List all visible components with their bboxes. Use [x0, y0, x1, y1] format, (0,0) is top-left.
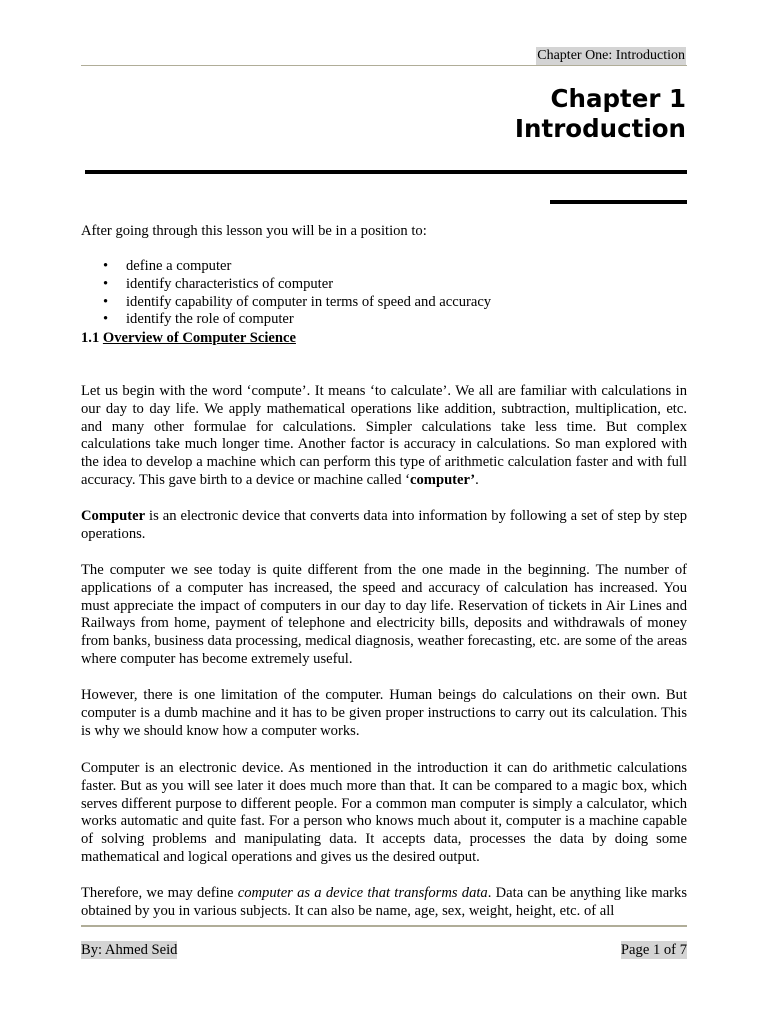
- footer-author: By: Ahmed Seid: [81, 942, 178, 958]
- section-heading: [81, 329, 296, 347]
- chapter-title: [515, 84, 686, 144]
- section-title: Overview of Computer Science: [102, 330, 296, 346]
- paragraph-1: Let us begin with the word ‘compute’. It means ‘to calculate’. We all are familiar with calculations in our day to day life. We apply mathematical operations like addition, subtraction, multiplication, etc. and many other formulae for calculations. Simpler calculations take less time. But complex calculations take much longer time. Another factor is accuracy in calculations. So man explored with the idea to develop a machine which can perform this type of arithmetic calculation faster and with full accuracy. This gave birth to a device or machine called ‘computer’.: [81, 383, 687, 488]
- list-item: • define a computer: [103, 258, 232, 274]
- chapter-number: Chapter 1: [550, 84, 686, 113]
- title-underline-bar: [85, 170, 687, 174]
- definition-italic: computer as a device that transforms data: [237, 885, 488, 901]
- list-item: • identify the role of computer: [103, 311, 294, 328]
- paragraph-6: Therefore, we may define computer as a device that transforms data. Data can be anything like marks obtained by you in various subjects. It can also be name, age, sex, weight, height, etc. of all: [81, 885, 688, 919]
- bullet-icon: •: [103, 311, 109, 328]
- footer-page-number: Page 1 of 7: [620, 942, 687, 958]
- header-rule: [81, 65, 687, 66]
- intro-text: After going through this lesson you will be in a position to:: [81, 223, 427, 239]
- paragraph-3: The computer we see today is quite different from the one made in the beginning. The number of applications of a computer has increased, the speed and accuracy of calculation has increased. You must appreciate the impact of computers in our day to day life. Reservation of tickets in Air Lines and Railways from home, payment of telephone and electricity bills, deposits and withdrawals of money from banks, business data processing, medical diagnosis, weather forecasting, etc. are some of the areas where computer has become extremely useful.: [81, 562, 687, 667]
- list-item: • identify characteristics of computer: [103, 275, 334, 292]
- term-computer-definition: Computer: [81, 508, 146, 524]
- term-computer: computer’: [410, 471, 476, 488]
- paragraph-4: However, there is one limitation of the computer. Human beings do calculations on their own. But computer is a dumb machine and it has to be given proper instructions to carry out its calculation. This is why we should know how a computer works.: [81, 687, 687, 739]
- running-header: Chapter One: Introduction: [537, 48, 685, 63]
- title-underline-bar-short: [550, 200, 687, 204]
- bullet-icon: •: [103, 293, 109, 310]
- list-item: • identify capability of computer in terms of speed and accuracy: [103, 293, 492, 310]
- bullet-icon: •: [103, 258, 109, 274]
- paragraph-5: Computer is an electronic device. As mentioned in the introduction it can do arithmetic calculations faster. But as you will see later it does much more than that. It can be compared to a magic box, which serves different purpose to different people. For a common man computer is simply a calculator, which works automatic and quite fast. For a person who knows much about it, computer is a machine capable of solving problems and manipulating data. It accepts data, processes the data by doing some mathematical and logical operations and gives us the desired output.: [81, 760, 687, 865]
- chapter-name: Introduction: [514, 114, 686, 143]
- objectives-list: [81, 258, 687, 329]
- section-number: 1.1: [81, 330, 100, 346]
- bullet-icon: •: [103, 275, 109, 292]
- footer-rule: [81, 925, 687, 927]
- paragraph-2: Computer is an electronic device that converts data into information by following a set of step by step operations.: [81, 508, 687, 542]
